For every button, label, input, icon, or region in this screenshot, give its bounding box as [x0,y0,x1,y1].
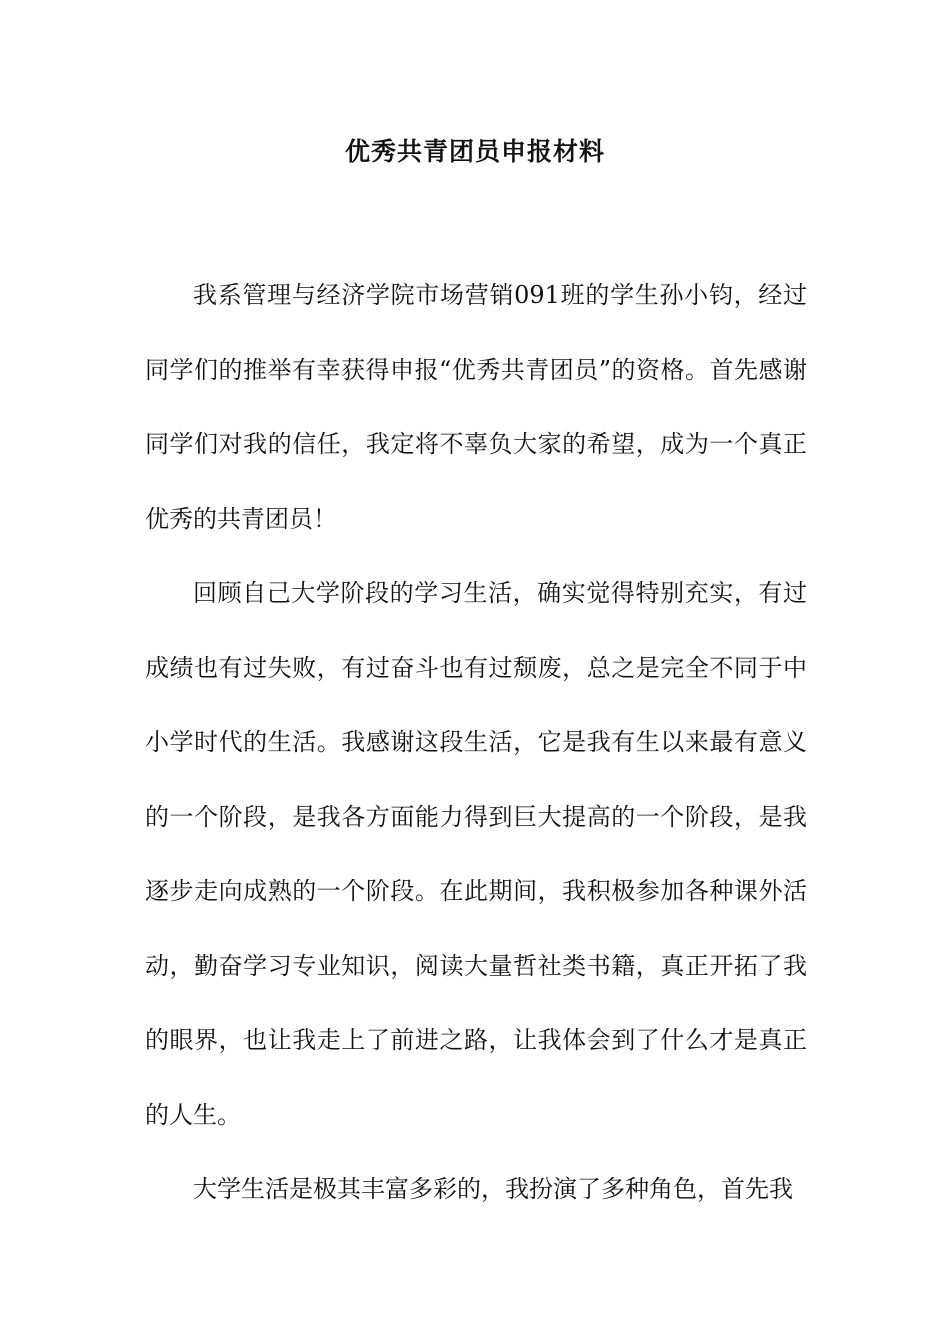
document-body [145,258,807,1227]
paragraph: 回顾自己大学阶段的学习生活，确实觉得特别充实，有过成绩也有过失败，有过奋斗也有过颓废，总之是完全不同于中小学时代的生活。我感谢这段生活，它是我有生以来最有意义的一个阶段，是我各方面能力得到巨大提高的一个阶段，是我逐步走向成熟的一个阶段。在此期间，我积极参加各种课外活动，勤奋学习专业知识，阅读大量哲社类书籍，真正开拓了我的眼界，也让我走上了前进之路，让我体会到了什么才是真正的人生。 [145,579,807,1129]
paragraph: 大学生活是极其丰富多彩的，我扮演了多种角色，首先我 [193,1175,793,1203]
paragraph: 我系管理与经济学院市场营销091班的学生孙小钧，经过同学们的推举有幸获得申报“优秀共青团员”的资格。首先感谢同学们对我的信任，我定将不辜负大家的希望，成为一个真正优秀的共青团员！ [145,281,807,533]
document-title: 优秀共青团员申报材料 [344,137,605,166]
